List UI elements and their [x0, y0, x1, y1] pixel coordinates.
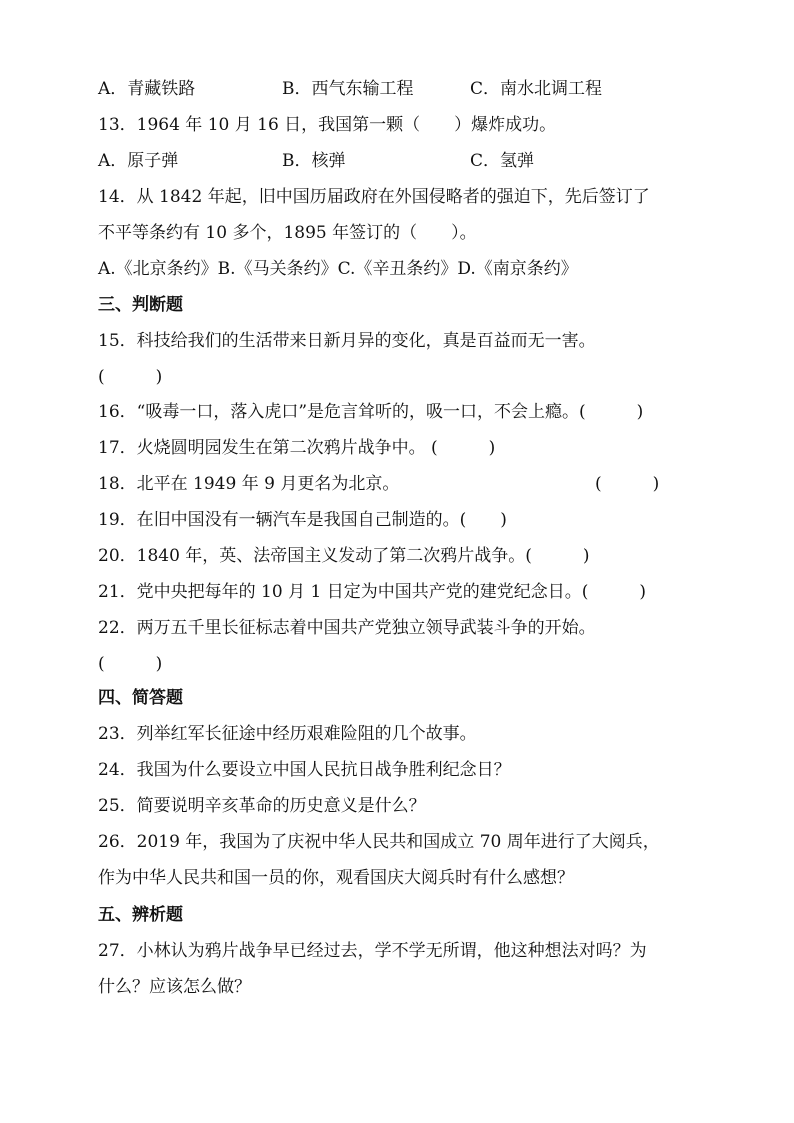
q26-line1: 26．2019 年，我国为了庆祝中华人民共和国成立 70 周年进行了大阅兵，	[98, 832, 660, 852]
q13-stem: 13．1964 年 10 月 16 日，我国第一颗（ ）爆炸成功。	[98, 115, 557, 135]
q18-answer-paren: ( )	[595, 474, 660, 494]
q22-line1: 22．两万五千里长征标志着中国共产党独立领导武装斗争的开始。	[98, 618, 596, 638]
q22-answer-paren: ( )	[98, 654, 163, 674]
q20: 20．1840 年，英、法帝国主义发动了第二次鸦片战争。( )	[98, 546, 590, 566]
q17: 17．火烧圆明园发生在第二次鸦片战争中。 ( )	[98, 438, 496, 458]
section-4-heading: 四、简答题	[98, 688, 183, 708]
q14-options: A.《北京条约》B.《马关条约》C.《辛丑条约》D.《南京条约》	[98, 259, 578, 279]
q16: 16．“吸毒一口，落入虎口”是危言耸听的，吸一口，不会上瘾。( )	[98, 402, 644, 422]
q14-stem-line1: 14．从 1842 年起，旧中国历届政府在外国侵略者的强迫下，先后签订了	[98, 187, 650, 207]
q24: 24．我国为什么要设立中国人民抗日战争胜利纪念日？	[98, 760, 511, 780]
q12-option-c: C．南水北调工程	[470, 79, 603, 99]
q19: 19．在旧中国没有一辆汽车是我国自己制造的。( )	[98, 510, 507, 530]
q14-stem-line2: 不平等条约有 10 多个，1895 年签订的（ ）。	[98, 223, 477, 243]
q13-option-b: B．核弹	[282, 151, 346, 171]
q18-text: 18．北平在 1949 年 9 月更名为北京。	[98, 474, 400, 494]
q13-option-a: A．原子弹	[98, 151, 179, 171]
q27-line2: 什么？应该怎么做？	[98, 977, 251, 997]
q15-answer-paren: ( )	[98, 367, 163, 387]
section-5-heading: 五、辨析题	[98, 905, 183, 925]
q25: 25．简要说明辛亥革命的历史意义是什么？	[98, 796, 426, 816]
section-3-heading: 三、判断题	[98, 295, 183, 315]
q27-line1: 27．小林认为鸦片战争早已经过去，学不学无所谓，他这种想法对吗？为	[98, 941, 647, 961]
q12-option-a: A．青藏铁路	[98, 79, 196, 99]
q15-line1: 15．科技给我们的生活带来日新月异的变化，真是百益而无一害。	[98, 331, 596, 351]
q21: 21．党中央把每年的 10 月 1 日定为中国共产党的建党纪念日。( )	[98, 582, 646, 602]
q13-option-c: C．氢弹	[470, 151, 535, 171]
q26-line2: 作为中华人民共和国一员的你，观看国庆大阅兵时有什么感想？	[98, 868, 574, 888]
q23: 23．列举红军长征途中经历艰难险阻的几个故事。	[98, 724, 477, 744]
q12-option-b: B．西气东输工程	[282, 79, 414, 99]
